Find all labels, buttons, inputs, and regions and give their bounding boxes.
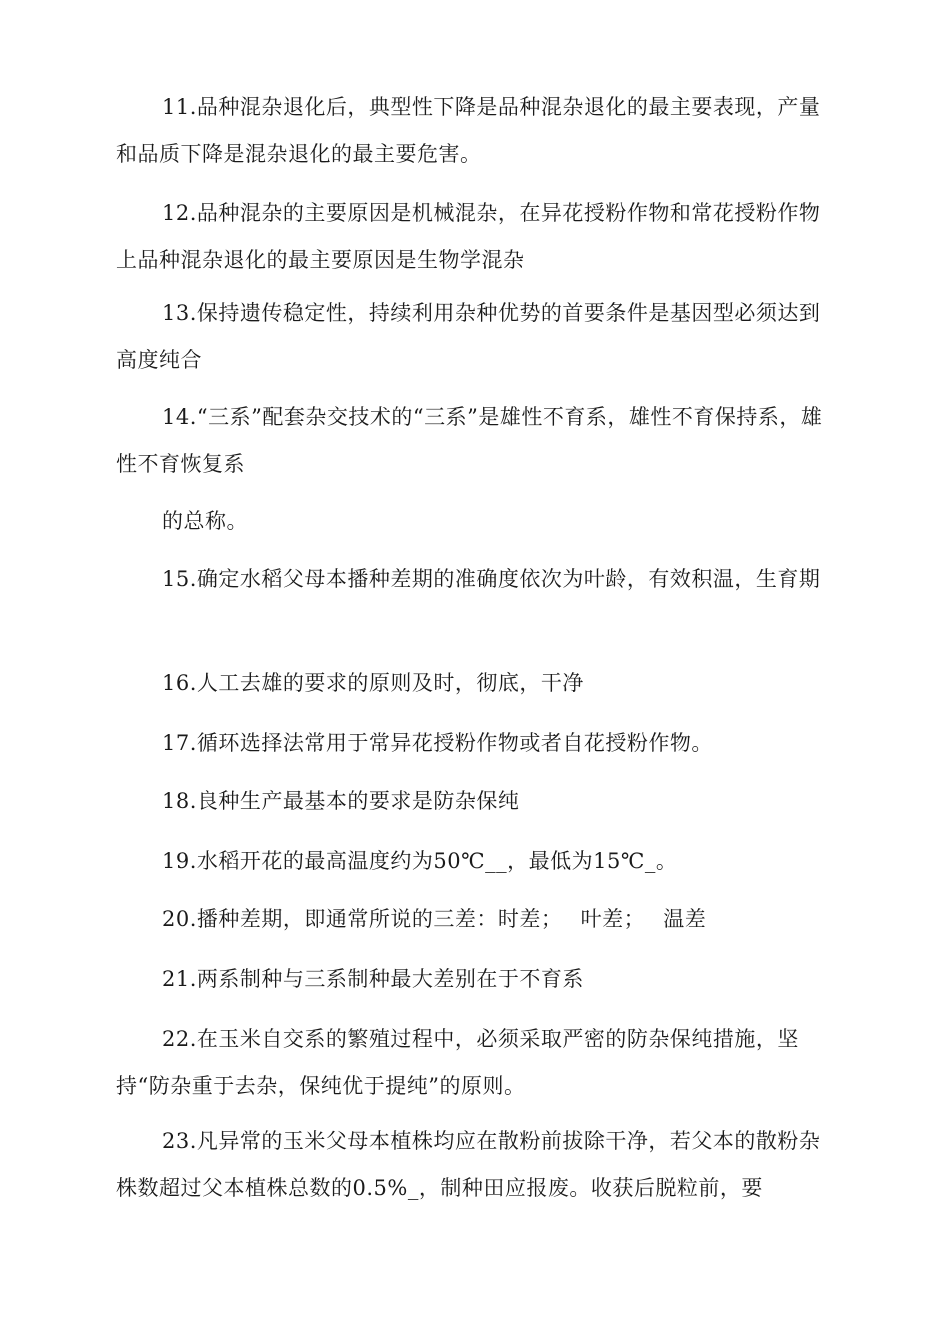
paragraph-14: 14.“三系”配套杂交技术的“三系”是雄性不育系，雄性不育保持系，雄性不育恢复系 [116, 405, 823, 476]
paragraph-19: 19.水稻开花的最高温度约为50℃__，最低为15℃_。 [162, 849, 678, 873]
paragraph-22: 22.在玉米自交系的繁殖过程中，必须采取严密的防杂保纯措施，坚持“防杂重于去杂，保纯优于提纯”的原则。 [116, 1027, 799, 1098]
paragraph-14-continuation: 的总称。 [162, 509, 248, 533]
paragraph-12: 12.品种混杂的主要原因是机械混杂，在异花授粉作物和常花授粉作物上品种混杂退化的最主要原因是生物学混杂 [116, 201, 821, 272]
paragraph-11: 11.品种混杂退化后，典型性下降是品种混杂退化的最主要表现，产量和品质下降是混杂退化的最主要危害。 [116, 95, 821, 166]
paragraph-16: 16.人工去雄的要求的原则及时，彻底，干净 [162, 671, 584, 695]
paragraph-18: 18.良种生产最基本的要求是防杂保纯 [162, 789, 520, 813]
paragraph-21: 21.两系制种与三系制种最大差别在于不育系 [162, 967, 584, 991]
paragraph-23: 23.凡异常的玉米父母本植株均应在散粉前拔除干净，若父本的散粉杂株数超过父本植株总数的0.5%_，制种田应报废。收获后脱粒前，要 [116, 1129, 821, 1200]
paragraph-17: 17.循环选择法常用于常异花授粉作物或者自花授粉作物。 [162, 731, 713, 755]
paragraph-13: 13.保持遗传稳定性，持续利用杂种优势的首要条件是基因型必须达到高度纯合 [116, 301, 821, 372]
paragraph-20: 20.播种差期，即通常所说的三差：时差； 叶差； 温差 [162, 907, 707, 931]
paragraph-15: 15.确定水稻父母本播种差期的准确度依次为叶龄，有效积温，生育期 [162, 567, 821, 591]
